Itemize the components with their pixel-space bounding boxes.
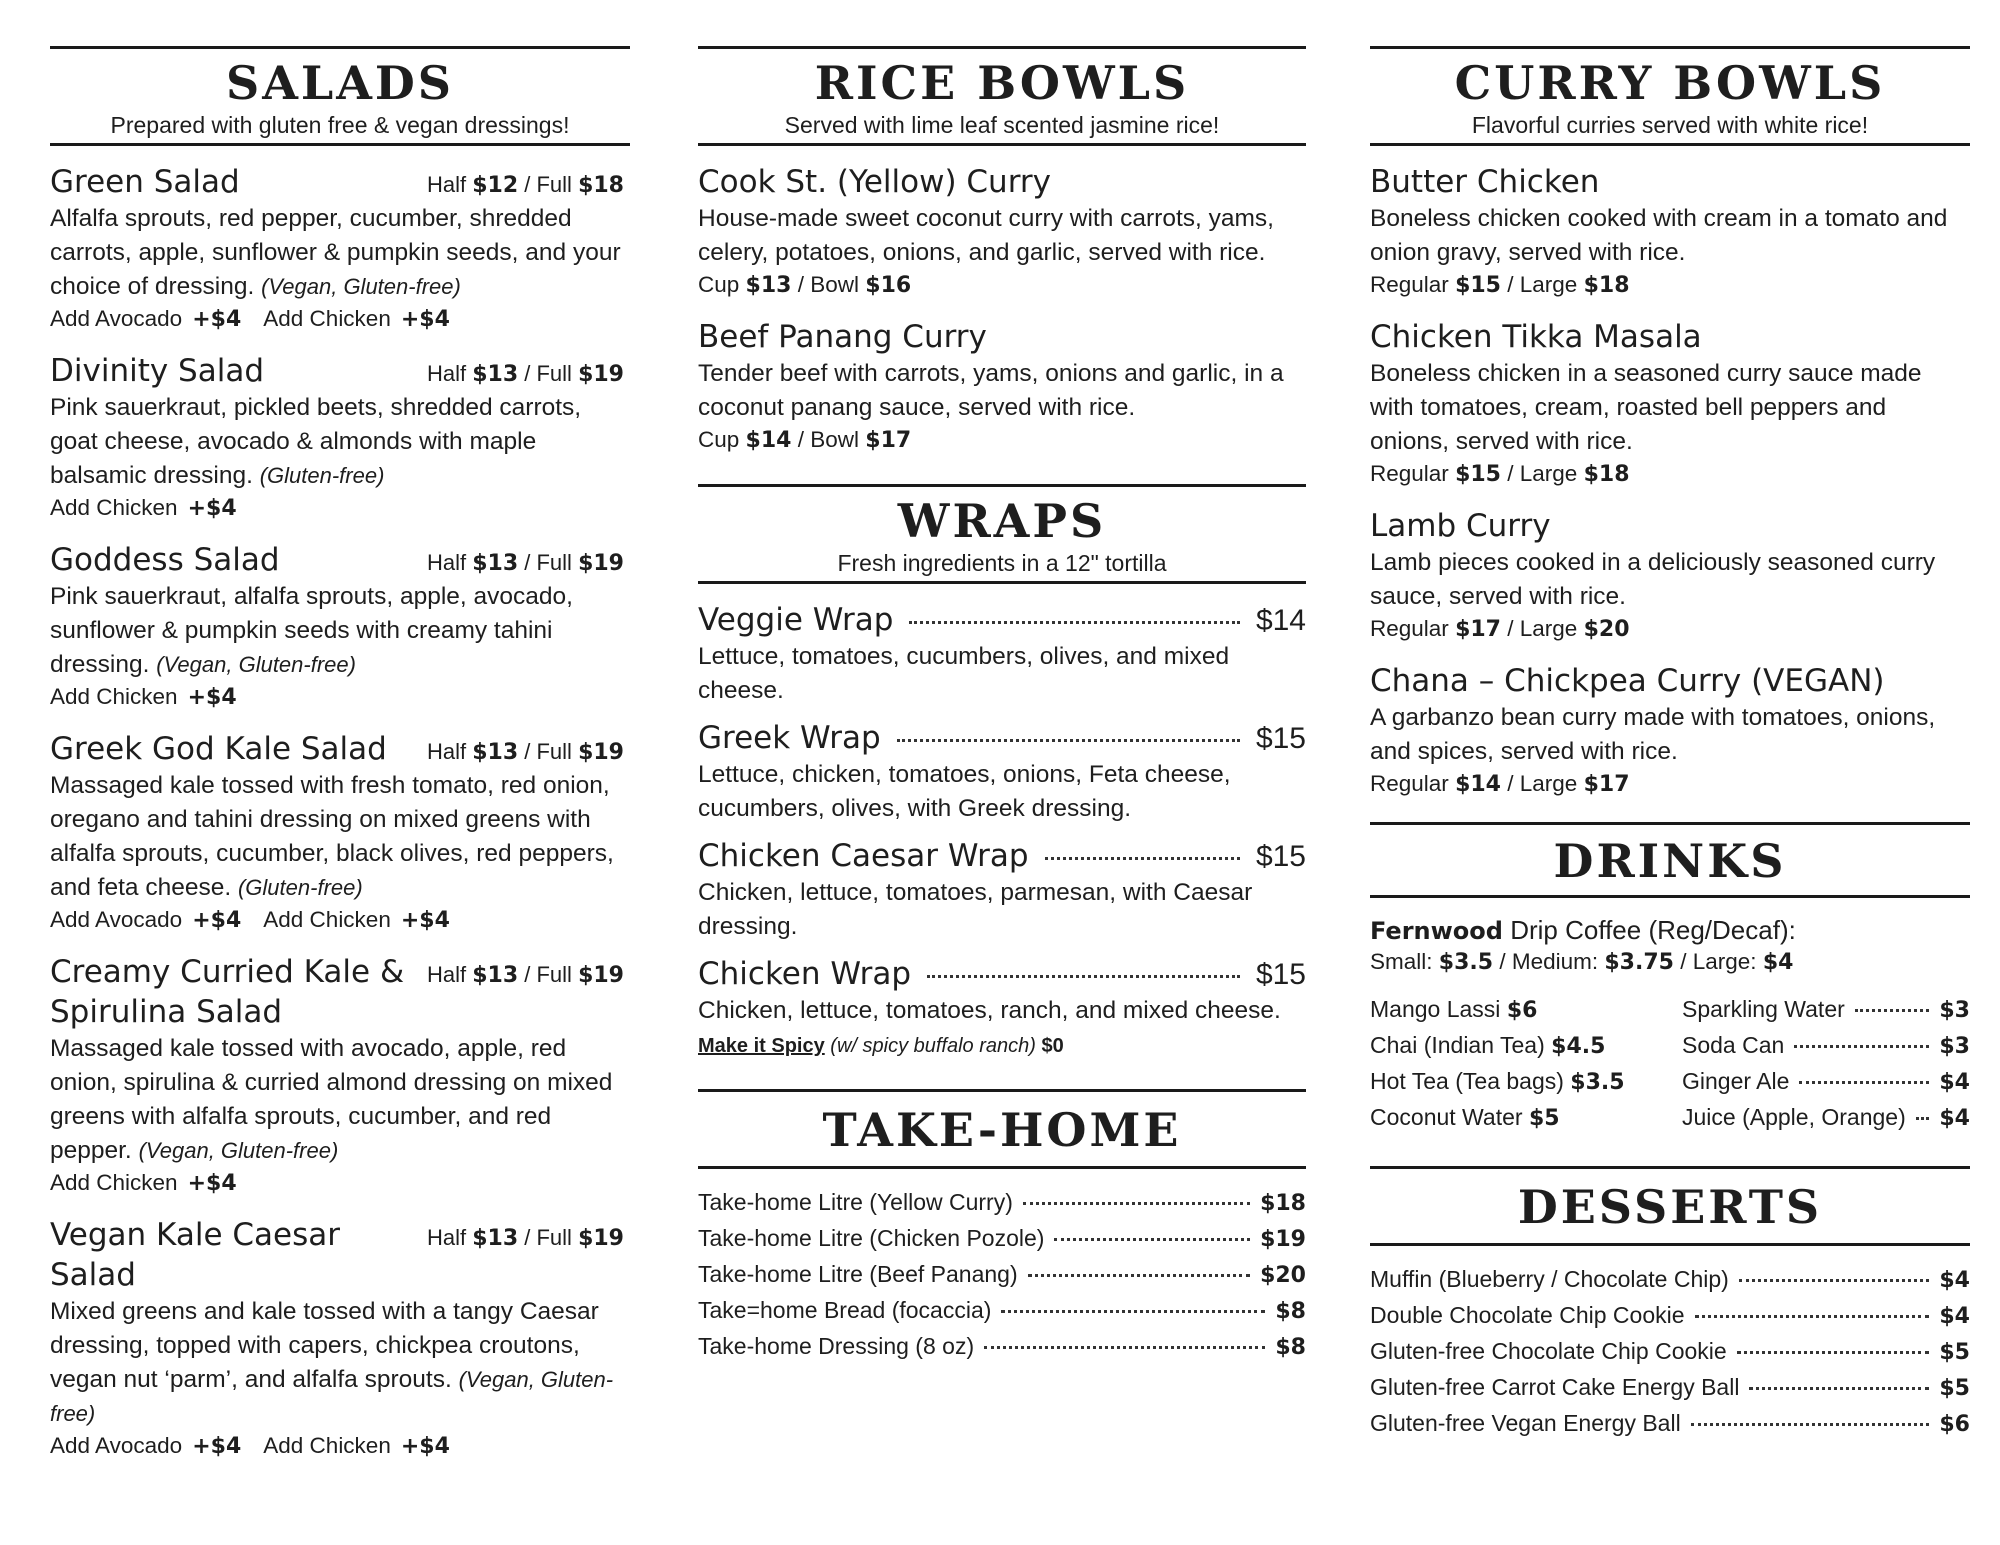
drink-price: $3	[1939, 1034, 1970, 1059]
drinks-coffee	[1370, 914, 1970, 978]
size-price: $14	[745, 428, 792, 453]
dot-leader	[909, 621, 1239, 624]
item-name: Gluten-free Carrot Cake Energy Ball	[1370, 1374, 1740, 1400]
menu-item	[698, 836, 1306, 944]
menu-item	[698, 162, 1306, 301]
item-name: Vegan Kale Caesar Salad	[50, 1217, 340, 1293]
item-description	[50, 202, 630, 304]
item-name: Take-home Litre (Beef Panang)	[698, 1261, 1018, 1287]
section-title: WRAPS	[897, 494, 1107, 548]
description-text: Pink sauerkraut, alfalfa sprouts, apple, avocado, sunflower & pumpkin seeds with creamy tahini dressing.	[50, 583, 573, 678]
item-price: Half $13 / Full $19	[426, 962, 624, 988]
full-price: $19	[578, 551, 624, 576]
addon-label: Add Chicken	[50, 1170, 178, 1195]
size-label: Large	[1519, 616, 1578, 641]
addon-label: Add Chicken	[50, 684, 178, 709]
size-price: $15	[1455, 273, 1501, 298]
dot-leader	[1001, 1310, 1265, 1313]
item-name: Goddess Salad	[50, 542, 280, 578]
item-name: Butter Chicken	[1370, 164, 1600, 200]
section-subtitle: Fresh ingredients in a 12" tortilla	[837, 550, 1167, 576]
addon-price: +$4	[400, 307, 450, 332]
list-item	[1370, 1262, 1970, 1298]
menu-item	[698, 954, 1306, 1063]
drink-name: Mango Lassi	[1370, 996, 1501, 1022]
size-price: $18	[1583, 462, 1630, 487]
dot-leader	[1855, 1009, 1930, 1012]
diet-note: (Vegan, Gluten-free)	[261, 274, 461, 299]
right-column	[1370, 46, 1970, 1442]
salads-header	[50, 46, 630, 146]
section-title: RICE BOWLS	[814, 56, 1190, 110]
drinks-right-list	[1682, 992, 1970, 1136]
description-text: Chicken, lettuce, tomatoes, parmesan, with Caesar dressing.	[698, 879, 1253, 940]
half-price: $13	[472, 963, 519, 988]
section-title: SALADS	[225, 56, 455, 110]
description-text: Lettuce, chicken, tomatoes, onions, Feta cheese, cucumbers, olives, with Greek dressing.	[698, 761, 1231, 822]
item-name: Creamy Curried Kale & Spirulina Salad	[50, 954, 405, 1030]
item-name: Gluten-free Vegan Energy Ball	[1370, 1410, 1681, 1436]
size-price: $4	[1762, 950, 1794, 975]
size-label: Regular	[1370, 272, 1449, 297]
half-price: $12	[472, 173, 519, 198]
drink-name: Ginger Ale	[1682, 1068, 1790, 1094]
full-label: Full	[536, 172, 572, 197]
item-addons	[50, 905, 630, 936]
full-price: $18	[578, 173, 624, 198]
item-name: Take-home Litre (Chicken Pozole)	[698, 1225, 1045, 1251]
item-description: Lamb pieces cooked in a deliciously seasoned curry sauce, served with rice.	[1370, 549, 1936, 610]
rice-bowls-list	[698, 162, 1306, 456]
drinks-left-list	[1370, 992, 1658, 1136]
item-name: Veggie Wrap	[698, 602, 894, 638]
menu-item	[50, 351, 630, 524]
coffee-sizes: Small: $3.5 / Medium: $3.75 / Large: $4	[1370, 949, 1794, 975]
item-name: Chicken Tikka Masala	[1370, 319, 1702, 355]
dot-leader	[897, 739, 1240, 742]
addon-label: Add Chicken	[263, 306, 391, 331]
section-title: DRINKS	[1553, 834, 1787, 888]
item-description: Boneless chicken cooked with cream in a tomato and onion gravy, served with rice.	[1370, 205, 1948, 266]
addon-price: +$4	[187, 1171, 237, 1196]
diet-note: (Vegan, Gluten-free)	[156, 652, 356, 677]
item-addons	[50, 1431, 630, 1462]
size-label: Cup	[698, 427, 740, 452]
item-description	[698, 758, 1306, 826]
item-description	[50, 391, 630, 493]
item-name: Take-home Dressing (8 oz)	[698, 1333, 975, 1359]
item-addons	[50, 1168, 630, 1199]
item-name: Take=home Bread (focaccia)	[698, 1297, 992, 1323]
take-home-list	[698, 1185, 1306, 1365]
addon-label: Add Chicken	[50, 495, 178, 520]
drink-name: Juice (Apple, Orange)	[1682, 1104, 1906, 1130]
rice-bowls-header	[698, 46, 1306, 146]
dot-leader	[1023, 1202, 1250, 1205]
list-item	[698, 1185, 1306, 1221]
item-header	[50, 729, 630, 769]
drink-item	[1370, 992, 1658, 1028]
item-name: Chicken Wrap	[698, 956, 912, 992]
drink-item	[1370, 1028, 1658, 1064]
half-price: $13	[472, 362, 519, 387]
coffee-brand: Fernwood	[1370, 917, 1503, 945]
menu-item	[50, 162, 630, 335]
drink-price: $4	[1939, 1070, 1970, 1095]
size-label: Cup	[698, 272, 740, 297]
item-price: $19	[1260, 1227, 1306, 1252]
item-name: Divinity Salad	[50, 353, 265, 389]
item-name: Muffin (Blueberry / Chocolate Chip)	[1370, 1266, 1729, 1292]
drink-price: $4.5	[1551, 1034, 1606, 1059]
item-price: $14	[1255, 604, 1306, 637]
size-price: $13	[745, 273, 792, 298]
drink-name: Coconut Water	[1370, 1104, 1523, 1130]
spicy-option[interactable]	[698, 1035, 1064, 1057]
item-sizes: Cup $14 / Bowl $17	[698, 427, 912, 453]
full-price: $19	[578, 1226, 624, 1251]
item-sizes: Regular $14 / Large $17	[1370, 771, 1630, 797]
list-item	[698, 1293, 1306, 1329]
item-header	[50, 351, 630, 391]
addon-price: +$4	[192, 1434, 242, 1459]
drink-item	[1682, 1064, 1970, 1100]
addon-price: +$4	[192, 307, 242, 332]
item-name: Take-home Litre (Yellow Curry)	[698, 1189, 1013, 1215]
item-header	[698, 954, 1306, 994]
section-title: DESSERTS	[1517, 1180, 1823, 1234]
item-name: Beef Panang Curry	[698, 319, 987, 355]
item-price: $5	[1939, 1376, 1970, 1401]
dot-leader	[927, 975, 1240, 978]
half-price: $13	[472, 551, 519, 576]
full-price: $19	[578, 362, 624, 387]
list-item	[1370, 1298, 1970, 1334]
drink-name: Soda Can	[1682, 1032, 1785, 1058]
size-label: Regular	[1370, 616, 1449, 641]
size-label: Large	[1519, 461, 1578, 486]
menu-item	[698, 718, 1306, 826]
half-label: Half	[426, 172, 467, 197]
size-label: Bowl	[810, 427, 860, 452]
item-name: Greek God Kale Salad	[50, 731, 387, 767]
size-label: Large	[1519, 272, 1578, 297]
description-text: Massaged kale tossed with avocado, apple, red onion, spirulina & curried almond dressing on mixed greens with alfalfa sprouts, cucumber, and red pepper.	[50, 1035, 613, 1164]
drinks-grid	[1370, 992, 1970, 1136]
curry-bowls-header	[1370, 46, 1970, 146]
description-text: Lettuce, tomatoes, cucumbers, olives, and mixed cheese.	[698, 643, 1230, 704]
item-header	[50, 1215, 630, 1295]
item-description	[698, 876, 1306, 944]
addon-label: Add Avocado	[50, 306, 183, 331]
full-label: Full	[536, 962, 572, 987]
size-price: $17	[865, 428, 912, 453]
full-label: Full	[536, 361, 572, 386]
menu-item	[50, 729, 630, 936]
desserts-header	[1370, 1166, 1970, 1246]
item-price: $18	[1260, 1191, 1306, 1216]
item-price: $8	[1275, 1299, 1306, 1324]
dot-leader	[1794, 1045, 1929, 1048]
addon-price: +$4	[187, 685, 237, 710]
half-price: $13	[472, 1226, 519, 1251]
item-price: $6	[1939, 1412, 1970, 1437]
diet-note: (Vegan, Gluten-free)	[50, 1367, 614, 1426]
item-header	[698, 600, 1306, 640]
full-label: Full	[536, 739, 572, 764]
half-label: Half	[426, 550, 467, 575]
item-description: Boneless chicken in a seasoned curry sauce made with tomatoes, cream, roasted bell peppers and onions, served with rice.	[1370, 360, 1922, 455]
drink-item	[1370, 1100, 1658, 1136]
spicy-price: $0	[1041, 1035, 1064, 1057]
drink-item	[1370, 1064, 1658, 1100]
list-item	[1370, 1370, 1970, 1406]
item-sizes: Cup $13 / Bowl $16	[698, 272, 912, 298]
menu-item	[50, 1215, 630, 1462]
size-label: Regular	[1370, 461, 1449, 486]
size-price: $18	[1583, 273, 1630, 298]
size-label: Large	[1519, 771, 1578, 796]
size-label: Medium:	[1511, 949, 1599, 974]
drink-name: Hot Tea (Tea bags)	[1370, 1068, 1564, 1094]
curry-bowls-list	[1370, 162, 1970, 800]
item-name: Gluten-free Chocolate Chip Cookie	[1370, 1338, 1727, 1364]
item-addons	[50, 493, 630, 524]
size-price: $14	[1455, 772, 1501, 797]
item-price: $5	[1939, 1340, 1970, 1365]
menu-item	[50, 952, 630, 1199]
middle-column	[698, 46, 1306, 1365]
drink-item	[1682, 1100, 1970, 1136]
item-header	[50, 540, 630, 580]
menu-item	[1370, 317, 1970, 490]
list-item	[698, 1329, 1306, 1365]
menu-item	[1370, 661, 1970, 800]
drink-price: $5	[1528, 1106, 1560, 1131]
item-description	[50, 769, 630, 905]
drink-name: Sparkling Water	[1682, 996, 1845, 1022]
size-price: $3.75	[1604, 950, 1674, 975]
dot-leader	[1028, 1274, 1250, 1277]
dot-leader	[1691, 1423, 1930, 1426]
drink-price: $3.5	[1570, 1070, 1625, 1095]
salads-column	[50, 46, 630, 1478]
item-addons	[50, 682, 630, 713]
dot-leader	[1799, 1081, 1929, 1084]
size-price: $3.5	[1438, 950, 1494, 975]
size-price: $17	[1455, 617, 1501, 642]
size-price: $16	[865, 273, 912, 298]
size-label: Large:	[1692, 949, 1757, 974]
list-item	[698, 1257, 1306, 1293]
addon-price: +$4	[400, 908, 450, 933]
menu-item	[50, 540, 630, 713]
section-subtitle: Prepared with gluten free & vegan dressings!	[110, 112, 570, 138]
size-price: $17	[1583, 772, 1630, 797]
dot-leader	[1045, 857, 1240, 860]
full-label: Full	[536, 550, 572, 575]
item-description: House-made sweet coconut curry with carrots, yams, celery, potatoes, onions, and garlic, served with rice.	[698, 205, 1274, 266]
item-sizes: Regular $15 / Large $18	[1370, 272, 1630, 298]
drink-item	[1682, 1028, 1970, 1064]
half-price: $13	[472, 740, 519, 765]
item-header	[698, 836, 1306, 876]
coffee-label: Drip Coffee (Reg/Decaf):	[1510, 915, 1796, 945]
half-label: Half	[426, 739, 467, 764]
item-name: Cook St. (Yellow) Curry	[698, 164, 1051, 200]
dot-leader	[1916, 1117, 1930, 1120]
dot-leader	[1749, 1387, 1929, 1390]
drink-name: Chai (Indian Tea)	[1370, 1032, 1545, 1058]
half-label: Half	[426, 962, 467, 987]
full-price: $19	[578, 740, 624, 765]
dot-leader	[1054, 1238, 1250, 1241]
desserts-list	[1370, 1262, 1970, 1442]
menu-item	[698, 600, 1306, 708]
description-text: Pink sauerkraut, pickled beets, shredded carrots, goat cheese, avocado & almonds with maple balsamic dressing.	[50, 394, 582, 489]
drinks-header	[1370, 822, 1970, 898]
item-sizes: Regular $15 / Large $18	[1370, 461, 1630, 487]
section-title: TAKE-HOME	[822, 1103, 1182, 1157]
item-price: Half $13 / Full $19	[426, 1225, 624, 1251]
dot-leader	[1739, 1279, 1930, 1282]
item-price: Half $13 / Full $19	[426, 550, 624, 576]
item-name: Lamb Curry	[1370, 508, 1551, 544]
item-price: Half $13 / Full $19	[426, 739, 624, 765]
addon-price: +$4	[400, 1434, 450, 1459]
dot-leader	[1737, 1351, 1930, 1354]
half-label: Half	[426, 1225, 467, 1250]
item-name: Green Salad	[50, 164, 240, 200]
description-text: Alfalfa sprouts, red pepper, cucumber, shredded carrots, apple, sunflower & pumpkin seeds, and your choice of dressing.	[50, 205, 621, 300]
item-price: $15	[1255, 958, 1306, 991]
full-price: $19	[578, 963, 624, 988]
size-price: $15	[1455, 462, 1501, 487]
salads-list	[50, 162, 630, 1462]
item-sizes: Regular $17 / Large $20	[1370, 616, 1630, 642]
drink-item	[1682, 992, 1970, 1028]
addon-label: Add Avocado	[50, 907, 183, 932]
item-header	[50, 952, 630, 1032]
item-addons	[50, 304, 630, 335]
addon-label: Add Avocado	[50, 1433, 183, 1458]
description-text: Massaged kale tossed with fresh tomato, red onion, oregano and tahini dressing on mixed greens with alfalfa sprouts, cucumber, black olives, red peppers, and feta cheese.	[50, 772, 614, 901]
item-description	[50, 580, 630, 682]
dot-leader	[1695, 1315, 1930, 1318]
wraps-header	[698, 484, 1306, 584]
dot-leader	[984, 1346, 1265, 1349]
item-price: $15	[1255, 722, 1306, 755]
item-header	[698, 718, 1306, 758]
wraps-list	[698, 600, 1306, 1063]
menu-item	[1370, 506, 1970, 645]
item-name: Greek Wrap	[698, 720, 881, 756]
item-price: $20	[1260, 1263, 1306, 1288]
item-description	[698, 640, 1306, 708]
item-price: $4	[1939, 1268, 1970, 1293]
item-header	[50, 162, 630, 202]
addon-label: Add Chicken	[263, 1433, 391, 1458]
item-price: Half $12 / Full $18	[426, 172, 624, 198]
item-price: $15	[1255, 840, 1306, 873]
section-subtitle: Flavorful curries served with white rice!	[1471, 112, 1869, 138]
addon-price: +$4	[187, 496, 237, 521]
item-description	[698, 994, 1306, 1063]
list-item	[1370, 1406, 1970, 1442]
diet-note: (Gluten-free)	[259, 463, 385, 488]
item-price: $4	[1939, 1304, 1970, 1329]
item-description	[50, 1032, 630, 1168]
item-price: Half $13 / Full $19	[426, 361, 624, 387]
spicy-note: (w/ spicy buffalo ranch)	[830, 1035, 1036, 1057]
diet-note: (Vegan, Gluten-free)	[138, 1138, 339, 1163]
half-label: Half	[426, 361, 467, 386]
list-item	[1370, 1334, 1970, 1370]
size-label: Regular	[1370, 771, 1449, 796]
menu-item	[1370, 162, 1970, 301]
section-title: CURRY BOWLS	[1454, 56, 1886, 110]
take-home-header	[698, 1089, 1306, 1169]
drink-price: $3	[1939, 998, 1970, 1023]
size-label: Small:	[1370, 949, 1433, 974]
list-item	[698, 1221, 1306, 1257]
addon-label: Add Chicken	[263, 907, 391, 932]
item-price: $8	[1275, 1335, 1306, 1360]
addon-price: +$4	[192, 908, 242, 933]
item-description: A garbanzo bean curry made with tomatoes, onions, and spices, served with rice.	[1370, 704, 1936, 765]
item-description	[50, 1295, 630, 1431]
item-name: Chana – Chickpea Curry (VEGAN)	[1370, 663, 1885, 699]
section-subtitle: Served with lime leaf scented jasmine rice!	[784, 112, 1220, 138]
description-text: Mixed greens and kale tossed with a tangy Caesar dressing, topped with capers, chickpea croutons, vegan nut ‘parm’, and alfalfa sprouts.	[50, 1298, 599, 1393]
item-description: Tender beef with carrots, yams, onions and garlic, in a coconut panang sauce, served with rice.	[698, 360, 1284, 421]
spicy-label: Make it Spicy	[698, 1035, 825, 1057]
item-name: Chicken Caesar Wrap	[698, 838, 1029, 874]
menu-item	[698, 317, 1306, 456]
size-price: $20	[1583, 617, 1630, 642]
drink-price: $6	[1506, 998, 1538, 1023]
description-text: Chicken, lettuce, tomatoes, ranch, and mixed cheese.	[698, 997, 1281, 1024]
size-label: Bowl	[810, 272, 860, 297]
diet-note: (Gluten-free)	[237, 875, 363, 900]
full-label: Full	[536, 1225, 572, 1250]
item-name: Double Chocolate Chip Cookie	[1370, 1302, 1685, 1328]
drink-price: $4	[1939, 1106, 1970, 1131]
